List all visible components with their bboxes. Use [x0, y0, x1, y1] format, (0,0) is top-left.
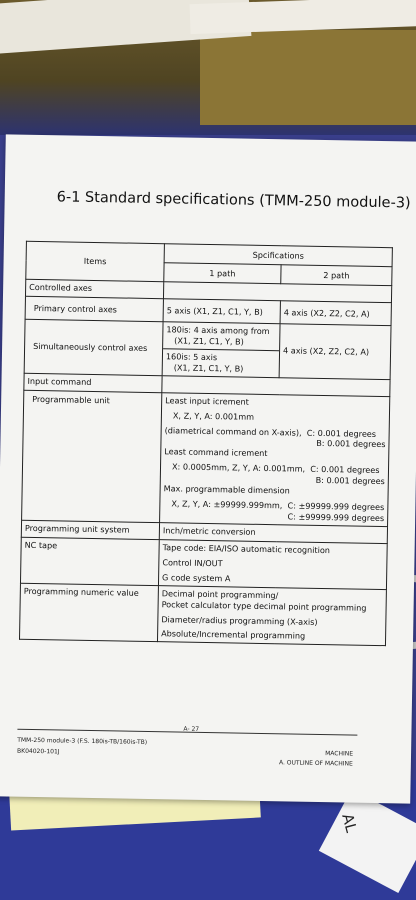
primary-axes-path2: 4 axis (X2, Z2, C2, A)	[280, 301, 391, 326]
text-line: C: 0.001 degrees	[306, 427, 377, 439]
primary-control-axes-label: Primary control axes	[25, 296, 163, 321]
programming-unit-system-label: Programming unit system	[21, 520, 159, 539]
programming-numeric-value-label: Programming numeric value	[19, 583, 158, 642]
specifications-table	[19, 241, 393, 647]
simultaneous-axes-label: Simultaneously control axes	[24, 319, 163, 375]
text-line: (X1, Z1, C1, Y, B)	[173, 362, 244, 374]
programmable-unit-label: Programmable unit	[22, 390, 162, 523]
nc-tape-value	[158, 540, 387, 590]
text-line: Diameter/radius programming (X-axis)	[161, 613, 318, 627]
page-title: 6-1 Standard specifications (TMM-250 module-3)	[56, 189, 411, 212]
document-page	[0, 134, 416, 803]
primary-axes-path1: 5 axis (X1, Z1, C1, Y, B)	[163, 299, 280, 324]
path1-header: 1 path	[164, 263, 281, 284]
text-line: Least input icrement	[165, 394, 249, 407]
text-line: Tape code: EIA/ISO automatic recognition	[162, 542, 331, 556]
text-line: X, Z, Y, A: ±99999.999mm,	[171, 498, 283, 511]
text-line: 160is: 5 axis	[165, 351, 218, 362]
items-header: Items	[26, 241, 165, 281]
simultaneous-160is	[163, 349, 279, 377]
page-number: A- 27	[183, 725, 200, 733]
table-row	[22, 390, 390, 527]
page-footer	[16, 725, 354, 775]
text-line: G code system A	[162, 571, 231, 584]
simultaneous-axes-path2: 4 axis (X2, Z2, C2, A)	[279, 324, 391, 380]
specifications-header: Spcifications	[164, 244, 392, 267]
text-line: B: 0.001 degrees	[316, 438, 386, 450]
text-line: Decimal point programming/	[161, 587, 279, 600]
footer-document-code: BK04020-101J	[16, 747, 60, 756]
text-line: Absolute/Incremental programming	[161, 628, 306, 642]
controlled-axes-label: Controlled axes	[25, 279, 163, 298]
footer-section: A. OUTLINE OF MACHINE	[278, 759, 353, 768]
text-line: X: 0.0005mm, Z, Y, A: 0.001mm,	[171, 461, 306, 474]
simultaneous-180is	[163, 322, 279, 351]
input-command-label: Input command	[24, 373, 162, 392]
text-line: C: ±99999.999 degrees	[287, 511, 385, 524]
footer-machine: MACHINE	[325, 750, 354, 758]
text-line: Control IN/OUT	[162, 557, 223, 569]
programming-unit-system-value: Inch/metric conversion	[159, 523, 387, 544]
text-line: 180is: 4 axis among from	[166, 324, 270, 337]
text-line: B: 0.001 degrees	[315, 475, 385, 487]
text-line: C: ±99999.999 degrees	[287, 500, 385, 513]
text-line: X, Z, Y, A: 0.001mm	[172, 409, 255, 422]
table-row	[24, 319, 391, 379]
simultaneous-axes-path1	[162, 322, 280, 378]
binder-label-text: AL	[338, 811, 361, 835]
text-line: (diametrical command on X-axis),	[164, 424, 302, 438]
text-line: C: 0.001 degrees	[310, 464, 380, 476]
nc-tape-label: NC tape	[20, 537, 159, 585]
cardboard-box	[200, 30, 416, 125]
path2-header: 2 path	[281, 265, 392, 286]
programmable-unit-value	[160, 392, 390, 526]
text-line: Least command icrement	[164, 446, 268, 459]
text-line: Max. programmable dimension	[163, 483, 290, 496]
programming-numeric-value	[157, 585, 386, 646]
table-row	[20, 537, 387, 589]
text-line: Pocket calculator type decimal point programming	[161, 598, 367, 613]
footer-document-name: TMM-250 module-3 (F.S. 180is-TB/160is-TB)	[17, 736, 148, 746]
table-row	[19, 583, 386, 646]
show-through-text	[44, 213, 374, 239]
text-line: (X1, Z1, C1, Y, B)	[174, 335, 244, 347]
